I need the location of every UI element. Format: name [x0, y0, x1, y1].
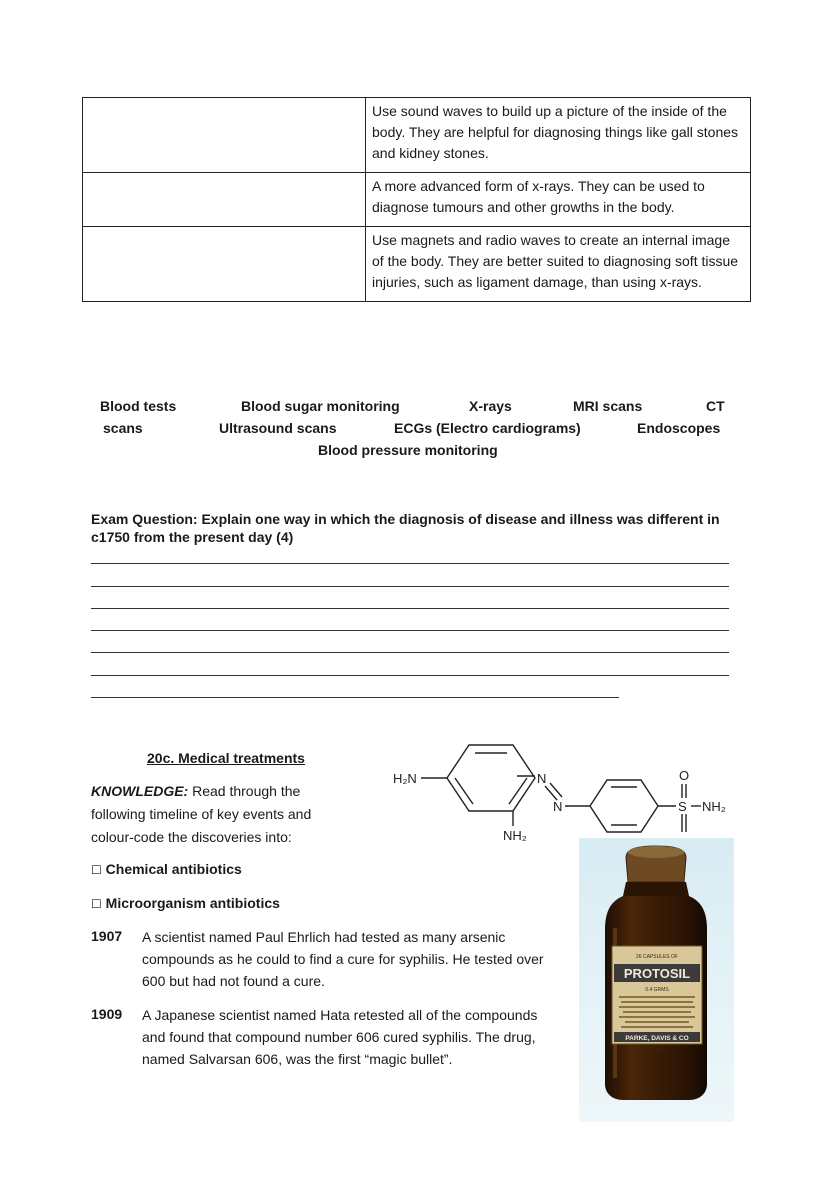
benzene-ring-right — [590, 780, 658, 832]
knowledge-instruction — [91, 780, 356, 849]
label-h2n: H₂N — [393, 771, 417, 786]
bottle-top-label: 26 CAPSULES OF — [636, 954, 678, 960]
label-nh2-bottom: NH₂ — [503, 828, 527, 843]
definition-cell: Use sound waves to build up a picture of the inside of the body. They are helpful for diagnosing things like gall stones and kidney stones. — [366, 98, 751, 173]
definitions-table — [82, 97, 751, 302]
label-nh2-right: NH₂ — [702, 799, 726, 814]
word-blood-sugar: Blood sugar monitoring — [241, 398, 400, 414]
word-ecgs: ECGs (Electro cardiograms) — [394, 420, 581, 436]
section-heading: 20c. Medical treatments — [147, 750, 305, 766]
molecule-diagram — [385, 740, 745, 850]
protosil-bottle-image — [579, 838, 734, 1122]
word-mri: MRI scans — [573, 398, 643, 414]
bottle-name: PROTOSIL — [623, 966, 691, 981]
word-ultrasound: Ultrasound scans — [219, 420, 337, 436]
knowledge-label: KNOWLEDGE: — [91, 783, 189, 799]
word-endoscopes: Endoscopes — [637, 420, 721, 436]
word-xrays: X-rays — [469, 398, 512, 414]
option-microorganism[interactable] — [91, 895, 280, 911]
word-scans: scans — [103, 420, 143, 436]
term-cell[interactable] — [83, 98, 366, 173]
timeline-text: A scientist named Paul Ehrlich had tested as many arsenic compounds as he could to find a cure for syphilis. He tested over 600 but had not found a cure. — [142, 929, 544, 989]
label-n1: N — [537, 771, 547, 786]
table-row — [83, 227, 751, 302]
bottle-maker: PARKE, DAVIS & CO — [625, 1035, 689, 1042]
definition-cell: A more advanced form of x-rays. They can be used to diagnose tumours and other growths in the body. — [366, 173, 751, 227]
word-blood-tests: Blood tests — [100, 398, 177, 414]
option-chemical[interactable] — [91, 861, 242, 877]
word-blood-pressure: Blood pressure monitoring — [318, 442, 498, 458]
timeline-year: 1907 — [91, 928, 123, 944]
checkbox-icon[interactable]: ☐ — [91, 897, 102, 911]
label-o-top: O — [679, 768, 690, 783]
bottle-dose: 0.4 GRMS — [645, 987, 669, 993]
word-ct: CT — [706, 398, 725, 414]
definition-cell: Use magnets and radio waves to create an internal image of the body. They are better suited to diagnosing soft tissue injuries, such as ligament damage, than using x-rays. — [366, 227, 751, 302]
option-label: Microorganism antibiotics — [105, 895, 280, 911]
knowledge-text: Read through the following timeline of key events and colour-code the discoveries into: — [91, 783, 312, 845]
answer-line[interactable] — [91, 586, 729, 587]
bottle-city: DETROIT — [648, 1046, 666, 1051]
answer-line[interactable] — [91, 697, 619, 698]
table-row — [83, 98, 751, 173]
timeline-year: 1909 — [91, 1006, 123, 1022]
label-n2: N — [553, 799, 563, 814]
answer-line[interactable] — [91, 652, 729, 653]
checkbox-icon[interactable]: ☐ — [91, 863, 102, 877]
term-cell[interactable] — [83, 173, 366, 227]
answer-line[interactable] — [91, 563, 729, 564]
benzene-ring-left — [447, 745, 535, 811]
option-label: Chemical antibiotics — [105, 861, 242, 877]
term-cell[interactable] — [83, 227, 366, 302]
answer-line[interactable] — [91, 630, 729, 631]
table-row — [83, 173, 751, 227]
label-s: S — [678, 799, 687, 814]
timeline-text: A Japanese scientist named Hata retested all of the compounds and found that compound number 606 cured syphilis. The drug, named Salvarsan 606, was the first “magic bullet”. — [142, 1007, 538, 1067]
answer-line[interactable] — [91, 608, 729, 609]
exam-question: Exam Question: Explain one way in which the diagnosis of disease and illness was different in c1750 from the present day (4) — [91, 511, 720, 545]
answer-line[interactable] — [91, 675, 729, 676]
